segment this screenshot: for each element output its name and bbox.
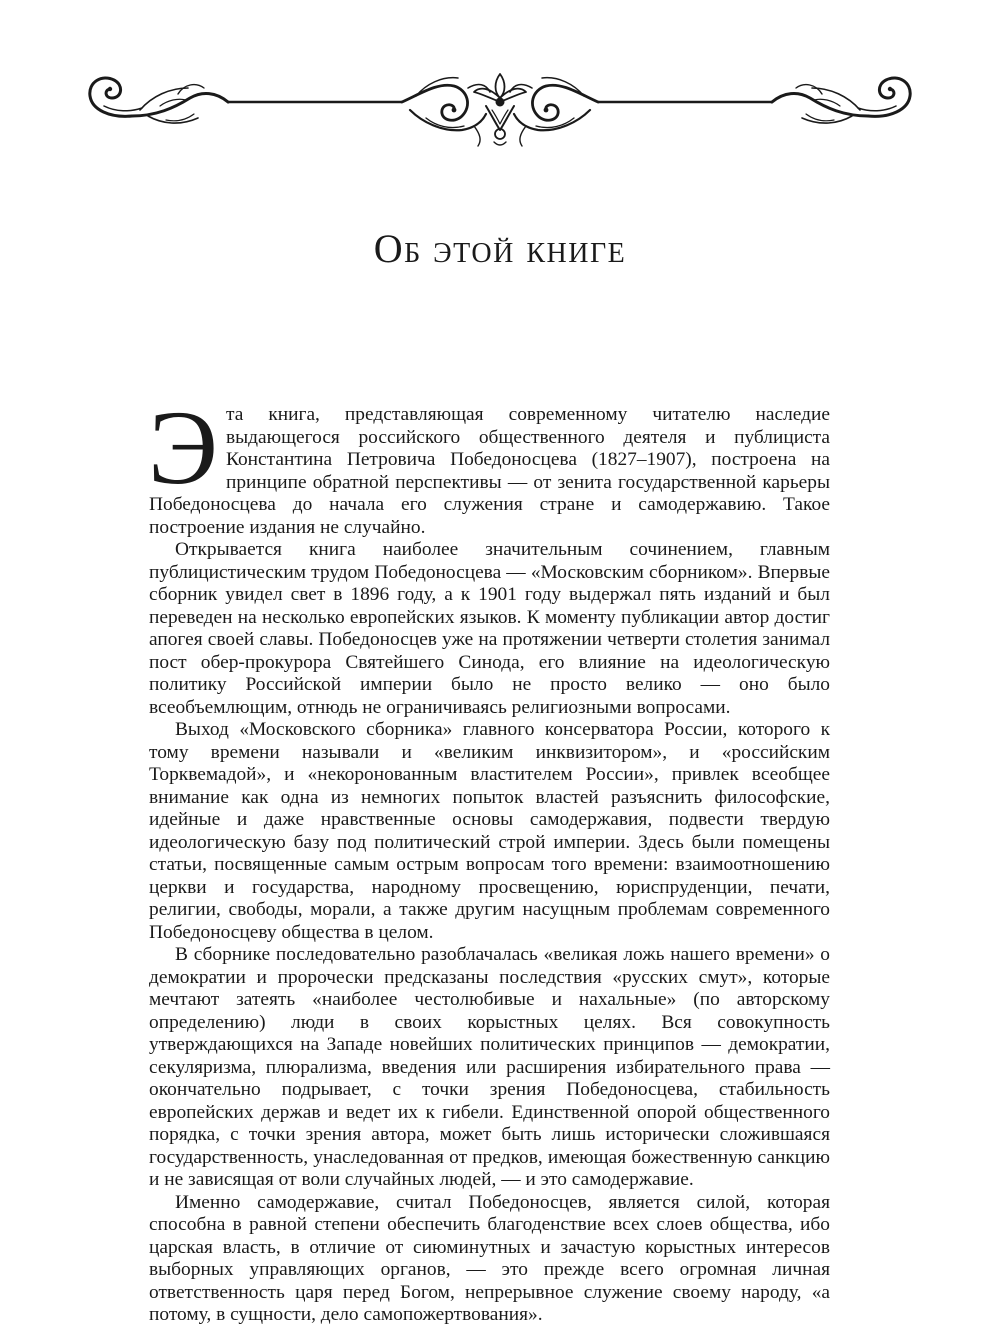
article-body	[148, 389, 830, 1327]
drop-cap: Э	[148, 389, 218, 506]
paragraph-3: Выход «Московского сборника» главного консерватора России, которого к тому времени называли и «великим инквизитором», и «российским Торквемадой», и «некоронованным властителем России», привлек всеобщее внимание как одна из немногих попыток властей разъяснить философские, идейные и даже нравственные основы самодержавия, подвести твердую идеологическую базу под политический строй империи. Здесь были помещены статьи, посвященные самым острым вопросам того времени: взаимоотношению церкви и государства, народному просвещению, юриспруденции, печати, религии, свободы, морали, а также другим насущным проблемам современного Победоносцеву общества в целом.	[149, 719, 830, 943]
paragraph-1	[148, 389, 830, 539]
paragraph-1-text: та книга, представляющая современному читателю наследие выдающегося российского общественного деятеля и публициста Константина Петровича Победоносцева (1827–1907), построена на принципе обратной перспективы — от зенита государственной карьеры Победоносцева до начала его служения стране и самодержавию. Такое построение издания не случайно.	[149, 404, 830, 538]
baroque-acanthus-headpiece-icon	[70, 66, 930, 150]
paragraph-2: Открывается книга наиболее значительным сочинением, главным публицистическим трудом Победоносцева — «Московским сборником». Впервые сборник увидел свет в 1896 году, а к 1901 году выдержал пять изданий и был переведен на несколько европейских языков. К моменту публикации автор достиг апогея своей славы. Победоносцев уже на протяжении четверти столетия занимал пост обер-прокурора Святейшего Синода, его влияние на идеологическую политику Российской империи было не просто велико — оно было всеобъемлющим, отнюдь не ограничиваясь религиозными вопросами.	[149, 539, 830, 718]
paragraph-4: В сборнике последовательно разоблачалась «великая ложь нашего времени» о демократии и пророчески предсказаны последствия «русских смут», которые мечтают затеять «наиболее честолюбивые и нахальные» (по авторскому определению) люди в своих корыстных целях. Вся совокупность утверждающихся на Западе новейших политических принципов — демократии, секуляризма, плюрализма, введения или расширения избирательного права — окончательно подрывает, с точки зрения Победоносцева, стабильность европейских держав и ведет их к гибели. Единственной опорой общественного порядка, с точки зрения автора, может быть лишь исторически сложившаяся государственность, унаследованная от предков, имеющая божественную санкцию и не зависящая от воли случайных людей, — и это самодержавие.	[149, 944, 830, 1190]
paragraph-5: Именно самодержавие, считал Победоносцев, является силой, которая способна в равной степени обеспечить благоденствие всех слоев общества, ибо царская власть, в отличие от сиюминутных и зачастую корыстных интересов выборных управляющих органов, — это прежде всего огромная личная ответственность царя перед Богом, непрерывное служение своему народу, «а потому, в сущности, дело самопожертвования».	[149, 1191, 830, 1325]
page-title: Об этой книге	[373, 226, 627, 271]
